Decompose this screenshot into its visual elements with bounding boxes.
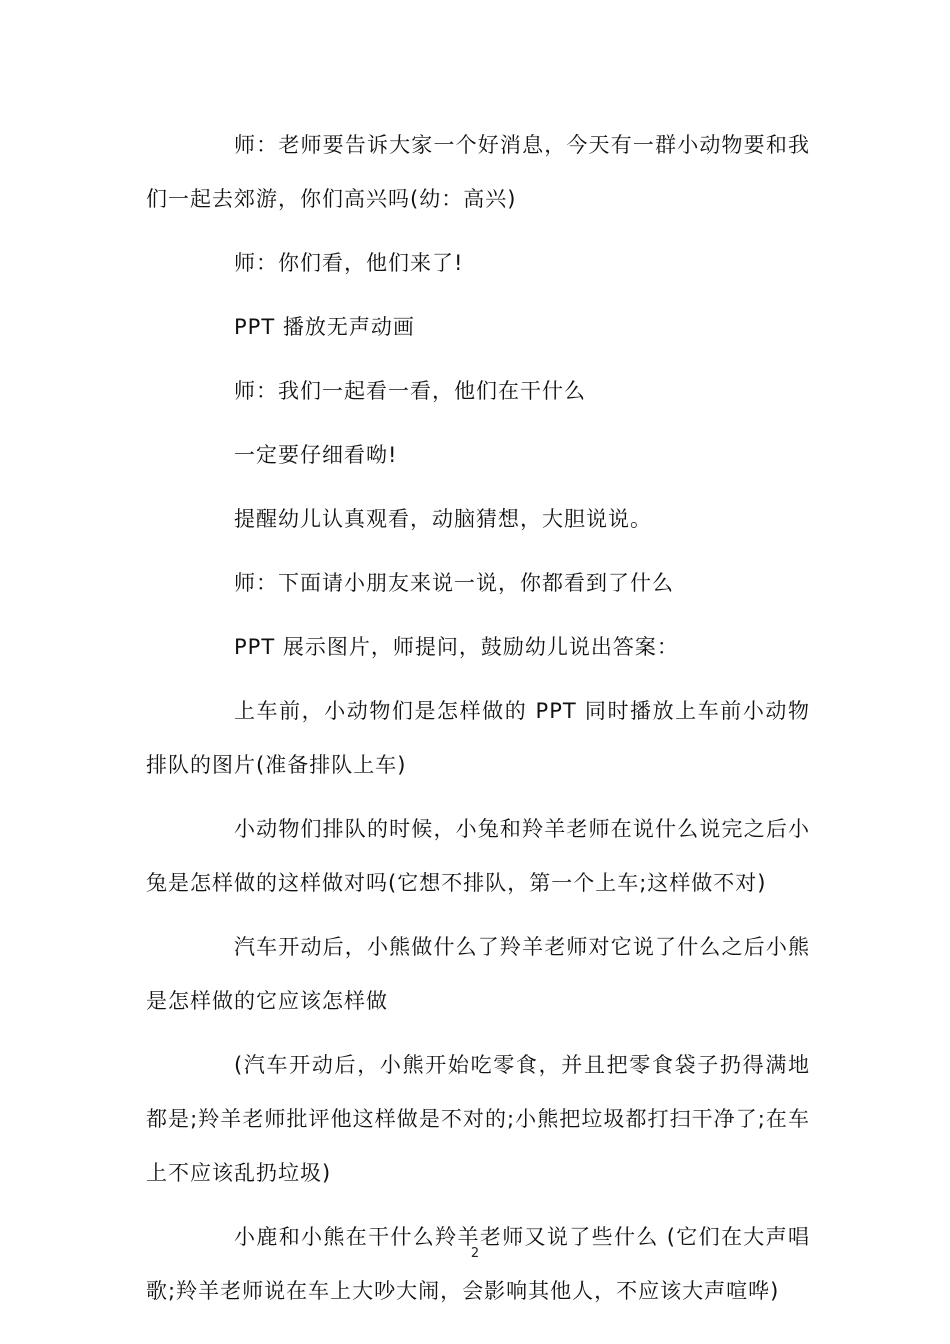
- paragraph: 师：我们一起看一看，他们在干什么: [234, 379, 586, 403]
- paragraph: 小动物们排队的时候，小兔和羚羊老师在说什么说完之后小兔是怎样做的这样做对吗(它想不排队，第一个上车;这样做不对): [146, 817, 810, 895]
- paragraph: 提醒幼儿认真观看，动脑猜想，大胆说说。: [234, 507, 652, 531]
- paragraph: 师：下面请小朋友来说一说，你都看到了什么: [234, 571, 674, 595]
- paragraph: PPT 播放无声动画: [234, 315, 415, 339]
- paragraph: 汽车开动后，小熊做什么了羚羊老师对它说了什么之后小熊是怎样做的它应该怎样做: [146, 935, 810, 1013]
- paragraph: 师：你们看，他们来了!: [234, 251, 464, 275]
- document-body: [146, 118, 810, 1328]
- paragraph: 上车前，小动物们是怎样做的 PPT 同时播放上车前小动物排队的图片(准备排队上车): [146, 699, 810, 777]
- paragraph: 小鹿和小熊在干什么羚羊老师又说了些什么 (它们在大声唱歌;羚羊老师说在车上大吵大闹，会影响其他人，不应该大声喧哗): [146, 1225, 810, 1303]
- paragraph: 师：老师要告诉大家一个好消息，今天有一群小动物要和我们一起去郊游，你们高兴吗(幼：高兴): [146, 133, 810, 211]
- paragraph: 一定要仔细看呦!: [234, 443, 398, 467]
- paragraph: PPT 展示图片，师提问，鼓励幼儿说出答案：: [234, 635, 679, 659]
- paragraph: (汽车开动后，小熊开始吃零食，并且把零食袋子扔得满地都是;羚羊老师批评他这样做是不对的;小熊把垃圾都打扫干净了;在车上不应该乱扔垃圾): [146, 1053, 810, 1185]
- page-number: 2: [470, 1246, 480, 1261]
